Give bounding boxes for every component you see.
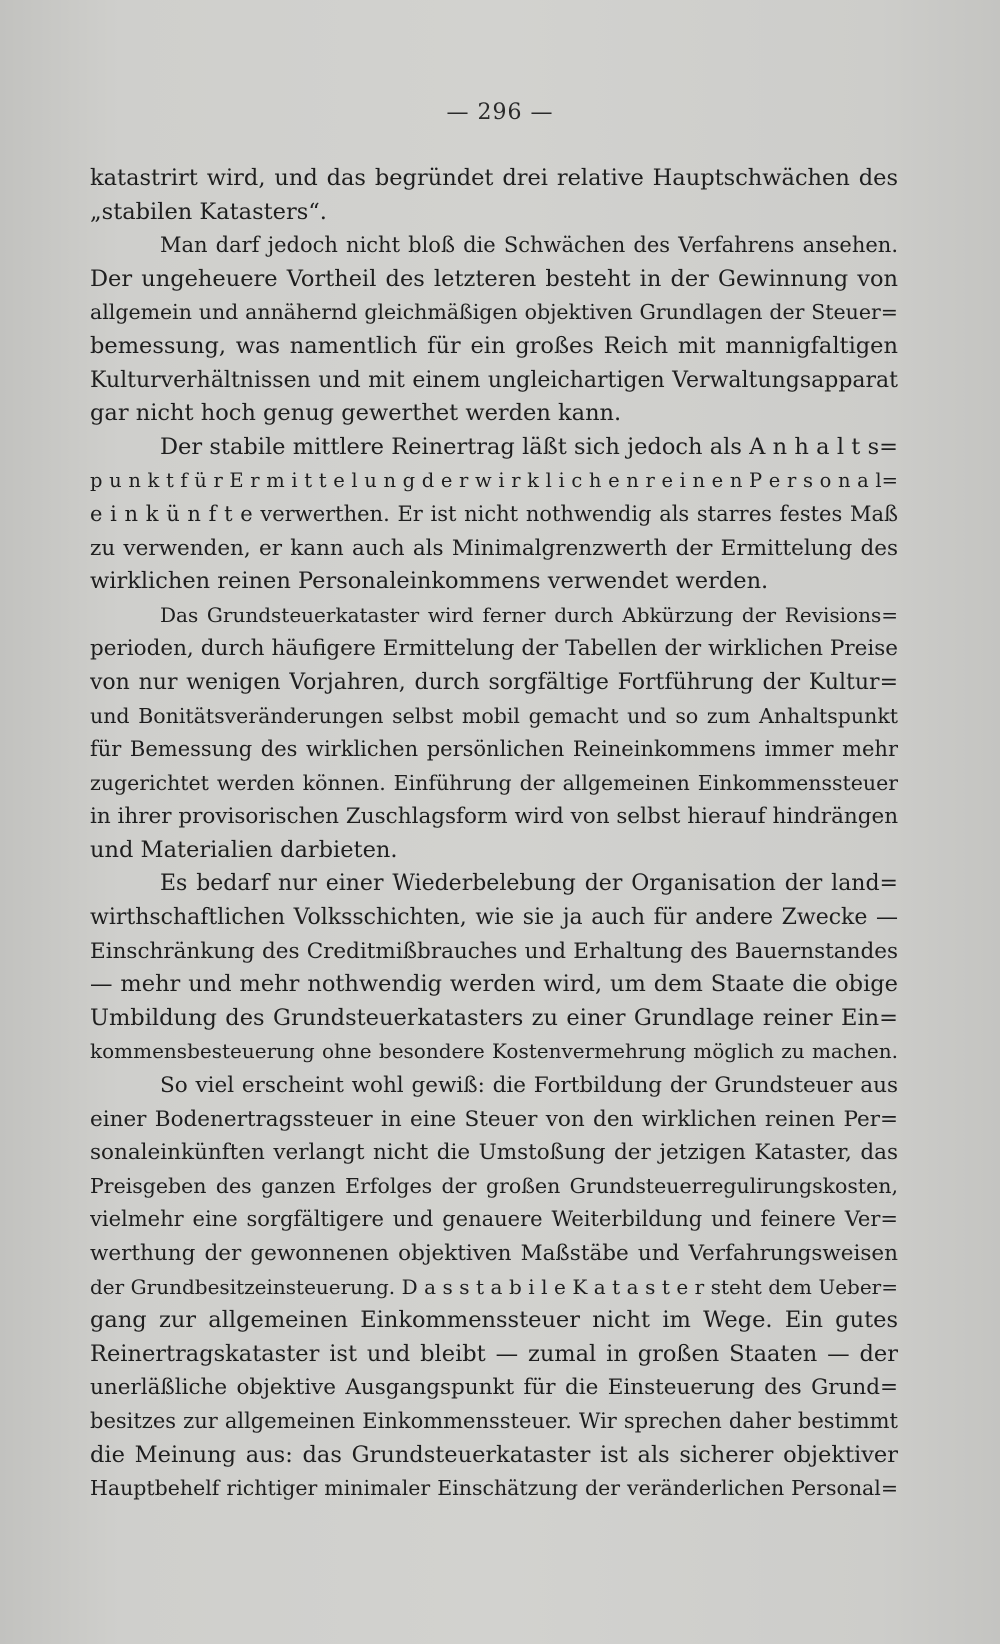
text-line: Hauptbehelf richtiger minimaler Einschätzung der veränderlichen Personal=: [90, 1476, 898, 1501]
text-line: allgemein und annähernd gleichmäßigen objektiven Grundlagen der Steuer=: [90, 300, 898, 325]
text-line: Preisgeben des ganzen Erfolges der großen Grundsteuerregulirungskosten,: [90, 1173, 898, 1198]
text-line: Der ungeheuere Vortheil des letzteren besteht in der Gewinnung von: [90, 265, 898, 292]
text-line: in ihrer provisorischen Zuschlagsform wird von selbst hierauf hindrängen: [90, 804, 898, 830]
text-line: gar nicht hoch genug gewerthet werden kann.: [90, 400, 622, 427]
text-line: besitzes zur allgemeinen Einkommenssteuer. Wir sprechen daher bestimmt: [90, 1408, 898, 1433]
text-line: Man darf jedoch nicht bloß die Schwächen des Verfahrens ansehen.: [160, 233, 898, 258]
text-line: „stabilen Katasters“.: [90, 198, 327, 225]
text-line: katastrirt wird, und das begründet drei relative Hauptschwächen des: [90, 165, 898, 191]
text-line: perioden, durch häufigere Ermittelung der Tabellen der wirklichen Preise: [90, 636, 898, 662]
body-text: [90, 162, 898, 1506]
text-line: Das Grundsteuerkataster wird ferner durch Abkürzung der Revisions=: [160, 602, 898, 627]
text-line: p u n k t f ü r E r m i t t e l u n g d e r w i r k l i c h e n r e i n e n P e r s o n a l=: [90, 469, 898, 493]
text-line: unerläßliche objektive Ausgangspunkt für die Einsteuerung des Grund=: [90, 1375, 898, 1401]
text-line: werthung der gewonnenen objektiven Maßstäbe und Verfahrungsweisen: [90, 1241, 898, 1266]
text-line: sonaleinkünften verlangt nicht die Umstoßung der jetzigen Kataster, das: [90, 1140, 898, 1166]
text-line: gang zur allgemeinen Einkommenssteuer nicht im Wege. Ein gutes: [90, 1307, 898, 1334]
text-line: wirthschaftlichen Volksschichten, wie sie ja auch für andere Zwecke —: [90, 905, 898, 931]
text-line: e i n k ü n f t e verwerthen. Er ist nicht nothwendig als starres festes Maß: [90, 501, 898, 526]
text-line: So viel erscheint wohl gewiß: die Fortbildung der Grundsteuer aus: [160, 1073, 898, 1099]
text-line: Der stabile mittlere Reinertrag läßt sich jedoch als A n h a l t s=: [160, 433, 898, 460]
text-line: und Materialien darbieten.: [90, 836, 398, 863]
text-line: und Bonitätsveränderungen selbst mobil gemacht und so zum Anhaltspunkt: [90, 703, 898, 728]
text-line: vielmehr eine sorgfältigere und genauere Weiterbildung und feinere Ver=: [90, 1207, 898, 1232]
page-number: — 296 —: [446, 100, 554, 125]
text-line: zugerichtet werden können. Einführung der allgemeinen Einkommenssteuer: [90, 770, 898, 795]
text-line: für Bemessung des wirklichen persönlichen Reineinkommens immer mehr: [90, 737, 898, 762]
text-line: einer Bodenertragssteuer in eine Steuer von den wirklichen reinen Per=: [90, 1106, 898, 1132]
text-line: Umbildung des Grundsteuerkatasters zu einer Grundlage reiner Ein=: [90, 1004, 898, 1031]
text-line: die Meinung aus: das Grundsteuerkataster ist als sicherer objektiver: [90, 1441, 898, 1468]
text-line: von nur wenigen Vorjahren, durch sorgfältige Fortführung der Kultur=: [90, 669, 898, 695]
text-line: bemessung, was namentlich für ein großes Reich mit mannigfaltigen: [90, 332, 898, 359]
text-line: Es bedarf nur einer Wiederbelebung der Organisation der land=: [160, 871, 898, 897]
text-line: zu verwenden, er kann auch als Minimalgrenzwerth der Ermittelung des: [90, 535, 898, 561]
text-line: der Grundbesitzeinsteuerung. D a s s t a b i l e K a t a s t e r steht dem Ueber=: [90, 1274, 898, 1299]
text-line: Kulturverhältnissen und mit einem ungleichartigen Verwaltungsapparat: [90, 367, 898, 393]
text-line: wirklichen reinen Personaleinkommens verwendet werden.: [90, 568, 769, 595]
text-line: Reinertragskataster ist und bleibt — zumal in großen Staaten — der: [90, 1340, 898, 1367]
text-line: Einschränkung des Creditmißbrauches und Erhaltung des Bauernstandes: [90, 938, 898, 964]
text-line: — mehr und mehr nothwendig werden wird, um dem Staate die obige: [90, 971, 898, 998]
text-line: kommensbesteuerung ohne besondere Kostenvermehrung möglich zu machen.: [90, 1039, 898, 1064]
